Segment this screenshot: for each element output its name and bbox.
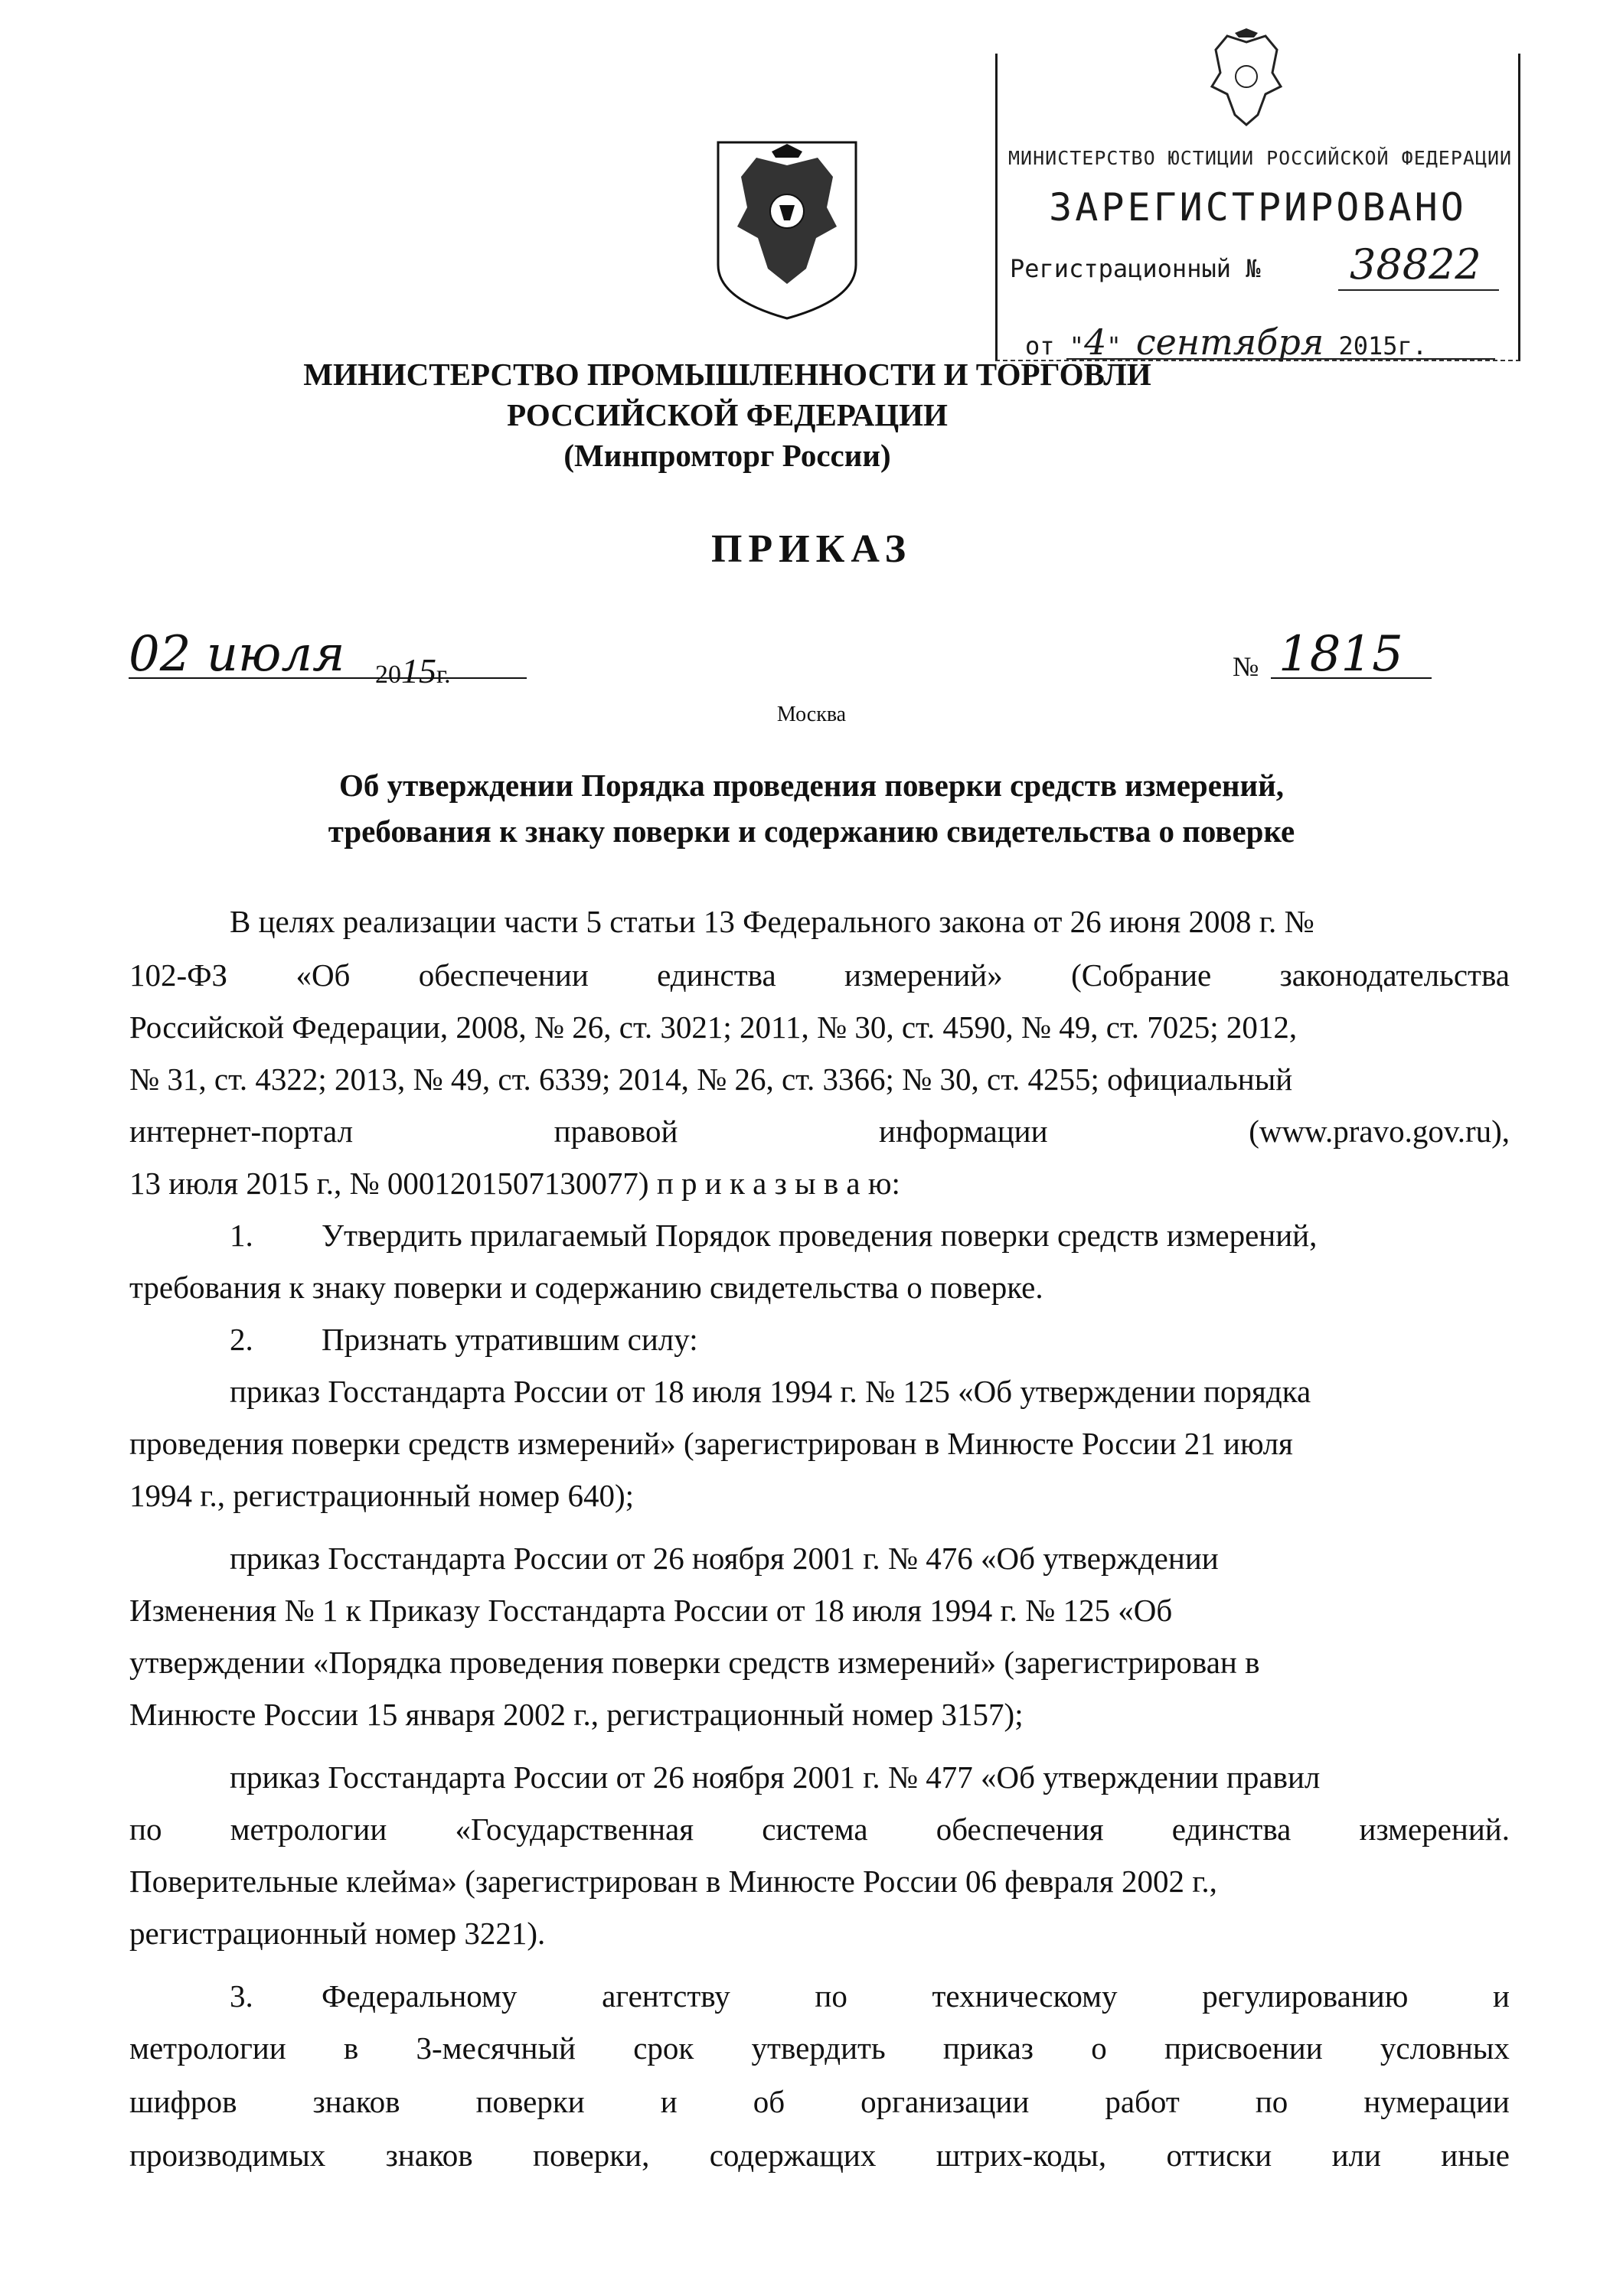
body-word: об [753, 2084, 785, 2119]
body-line-justified [129, 1113, 1510, 1150]
order-title-line1: Об утверждении Порядка проведения поверки средств измерений, [338, 768, 1285, 803]
body-line-justified [129, 2030, 1510, 2066]
order-number-handwritten: 1815 [1278, 626, 1403, 683]
body-word: измерений» [844, 957, 1003, 993]
stamp-ministry-name: МИНИСТЕРСТВО ЮСТИЦИИ РОССИЙСКОЙ ФЕДЕРАЦИИ [1008, 147, 1513, 169]
body-line: приказ Госстандарта России от 26 ноября 2001 г. № 476 «Об утверждении [230, 1541, 1219, 1576]
body-line-justified [129, 2083, 1510, 2120]
order-date-handwritten: 02 июля [129, 626, 345, 683]
body-word: единства [1171, 1812, 1292, 1847]
body-line: Поверительные клейма» (зарегистрирован в Минюсте России 06 февраля 2002 г., [129, 1864, 1217, 1899]
body-word: по [815, 1978, 847, 2014]
body-word: «Об [296, 957, 351, 993]
body-word: измерений. [1359, 1812, 1510, 1847]
order-city: Москва [776, 703, 847, 726]
body-word: метрологии [230, 1812, 387, 1847]
body-line: Изменения № 1 к Приказу Госстандарта России от 18 июля 1994 г. № 125 «Об [129, 1593, 1173, 1628]
body-word: организации [860, 2084, 1030, 2119]
body-word: шифров [129, 2084, 237, 2119]
body-word: «Государственная [455, 1812, 694, 1847]
body-line-justified [129, 957, 1510, 993]
body-line: проведения поверки средств измерений» (зарегистрирован в Минюсте России 21 июля [129, 1426, 1293, 1461]
body-word: обеспечении [418, 957, 589, 993]
body-word: (www.pravo.gov.ru), [1249, 1114, 1510, 1149]
stamp-date-mid: " [1106, 331, 1122, 360]
body-line-justified [129, 1811, 1510, 1848]
stamp-reg-underline [1338, 289, 1499, 291]
stamp-emblem [1200, 27, 1292, 134]
body-word: и [660, 2084, 678, 2119]
body-line: Признать утратившим силу: [322, 1322, 698, 1357]
body-line: В целях реализации части 5 статьи 13 Федерального закона от 26 июня 2008 г. № [230, 904, 1314, 939]
body-word: 3-месячный [416, 2030, 576, 2066]
body-word: работ [1105, 2084, 1180, 2119]
body-word: Федеральному [322, 1978, 518, 2014]
registration-stamp [995, 54, 1520, 361]
body-word: или [1331, 2138, 1381, 2173]
body-line: 13 июля 2015 г., № 0001201507130077) п р и к а з ы в а ю: [129, 1166, 900, 1201]
body-word: присвоении [1164, 2030, 1323, 2066]
body-line: приказ Госстандарта России от 18 июля 1994 г. № 125 «Об утверждении порядка [230, 1374, 1311, 1409]
body-word: (Собрание [1071, 957, 1212, 993]
body-word: иные [1441, 2138, 1510, 2173]
order-number-sign: № [1233, 651, 1259, 682]
body-word: агентству [602, 1978, 730, 2014]
body-line: регистрационный номер 3221). [129, 1916, 546, 1951]
body-line-justified [129, 2137, 1510, 2174]
body-line: 1994 г., регистрационный номер 640); [129, 1478, 635, 1513]
body-word: содержащих [709, 2138, 877, 2173]
order-title-line2: требования к знаку поверки и содержанию свидетельства о поверке [328, 814, 1295, 849]
body-word: условных [1380, 2030, 1510, 2066]
body-word: правовой [554, 1114, 678, 1149]
body-word: интернет-портал [129, 1114, 354, 1149]
body-word: приказ [942, 2030, 1034, 2066]
order-year [375, 651, 451, 691]
body-word: оттиски [1166, 2138, 1272, 2173]
ministry-name-line2: РОССИЙСКОЙ ФЕДЕРАЦИИ [507, 397, 948, 432]
stamp-date-month: сентября [1135, 321, 1324, 363]
body-line: Российской Федерации, 2008, № 26, ст. 3021; 2011, № 30, ст. 4590, № 49, ст. 7025; 2012, [129, 1009, 1298, 1045]
order-year-prefix: 20 [375, 660, 401, 689]
clause-number: 3. [230, 1978, 253, 2014]
stamp-date-day: 4 [1084, 321, 1107, 363]
body-word: система [762, 1812, 868, 1847]
clause-number: 1. [230, 1218, 253, 1253]
body-word: поверки [475, 2084, 585, 2119]
body-line: требования к знаку поверки и содержанию свидетельства о поверке. [129, 1270, 1043, 1305]
body-word: знаков [385, 2138, 473, 2173]
order-heading: ПРИКАЗ [710, 527, 913, 571]
body-line: Минюсте России 15 января 2002 г., регистрационный номер 3157); [129, 1697, 1024, 1732]
body-word: техническому [932, 1978, 1118, 2014]
order-number-underline [1271, 677, 1432, 679]
body-word: нумерации [1363, 2084, 1510, 2119]
body-line: Утвердить прилагаемый Порядок проведения поверки средств измерений, [322, 1218, 1318, 1253]
stamp-registered-label: ЗАРЕГИСТРИРОВАНО [1049, 185, 1467, 230]
body-word: единства [657, 957, 776, 993]
body-line: приказ Госстандарта России от 26 ноября 2001 г. № 477 «Об утверждении правил [230, 1760, 1321, 1795]
body-word: утвердить [751, 2030, 886, 2066]
ministry-short-name: (Минпромторг России) [563, 438, 891, 473]
body-word: метрологии [129, 2030, 286, 2066]
body-word: обеспечения [936, 1812, 1104, 1847]
body-word: знаков [312, 2084, 400, 2119]
body-word: о [1091, 2030, 1107, 2066]
body-word: регулированию [1202, 1978, 1409, 2014]
stamp-reg-number: 38822 [1350, 240, 1481, 289]
order-date-underline [129, 677, 527, 679]
body-word: законодательства [1279, 957, 1510, 993]
ministry-name-line1: МИНИСТЕРСТВО ПРОМЫШЛЕННОСТИ И ТОРГОВЛИ [303, 357, 1151, 392]
body-line: № 31, ст. 4322; 2013, № 49, ст. 6339; 2014, № 26, ст. 3366; № 30, ст. 4255; официальный [129, 1062, 1293, 1097]
order-year-hand: 15 [401, 651, 436, 690]
body-word: по [129, 1812, 162, 1847]
body-word: 102-ФЗ [129, 957, 228, 993]
body-word: срок [633, 2030, 694, 2066]
body-word: в [343, 2030, 359, 2066]
body-word: производимых [129, 2138, 326, 2173]
order-year-suffix: г. [436, 660, 451, 689]
body-word: поверки, [533, 2138, 650, 2173]
body-line: утверждении «Порядка проведения поверки средств измерений» (зарегистрирован в [129, 1645, 1260, 1680]
stamp-reg-label: Регистрационный № [1010, 254, 1261, 283]
clause-number: 2. [230, 1322, 253, 1357]
stamp-date-year: 2015г. [1338, 331, 1428, 360]
body-word: штрих-коды, [936, 2138, 1107, 2173]
body-line-justified [322, 1978, 1510, 2014]
coat-of-arms-emblem [710, 135, 864, 325]
body-word: и [1493, 1978, 1510, 2014]
body-word: по [1255, 2084, 1288, 2119]
body-word: информации [879, 1114, 1048, 1149]
stamp-date-prefix: от " [1025, 331, 1085, 360]
